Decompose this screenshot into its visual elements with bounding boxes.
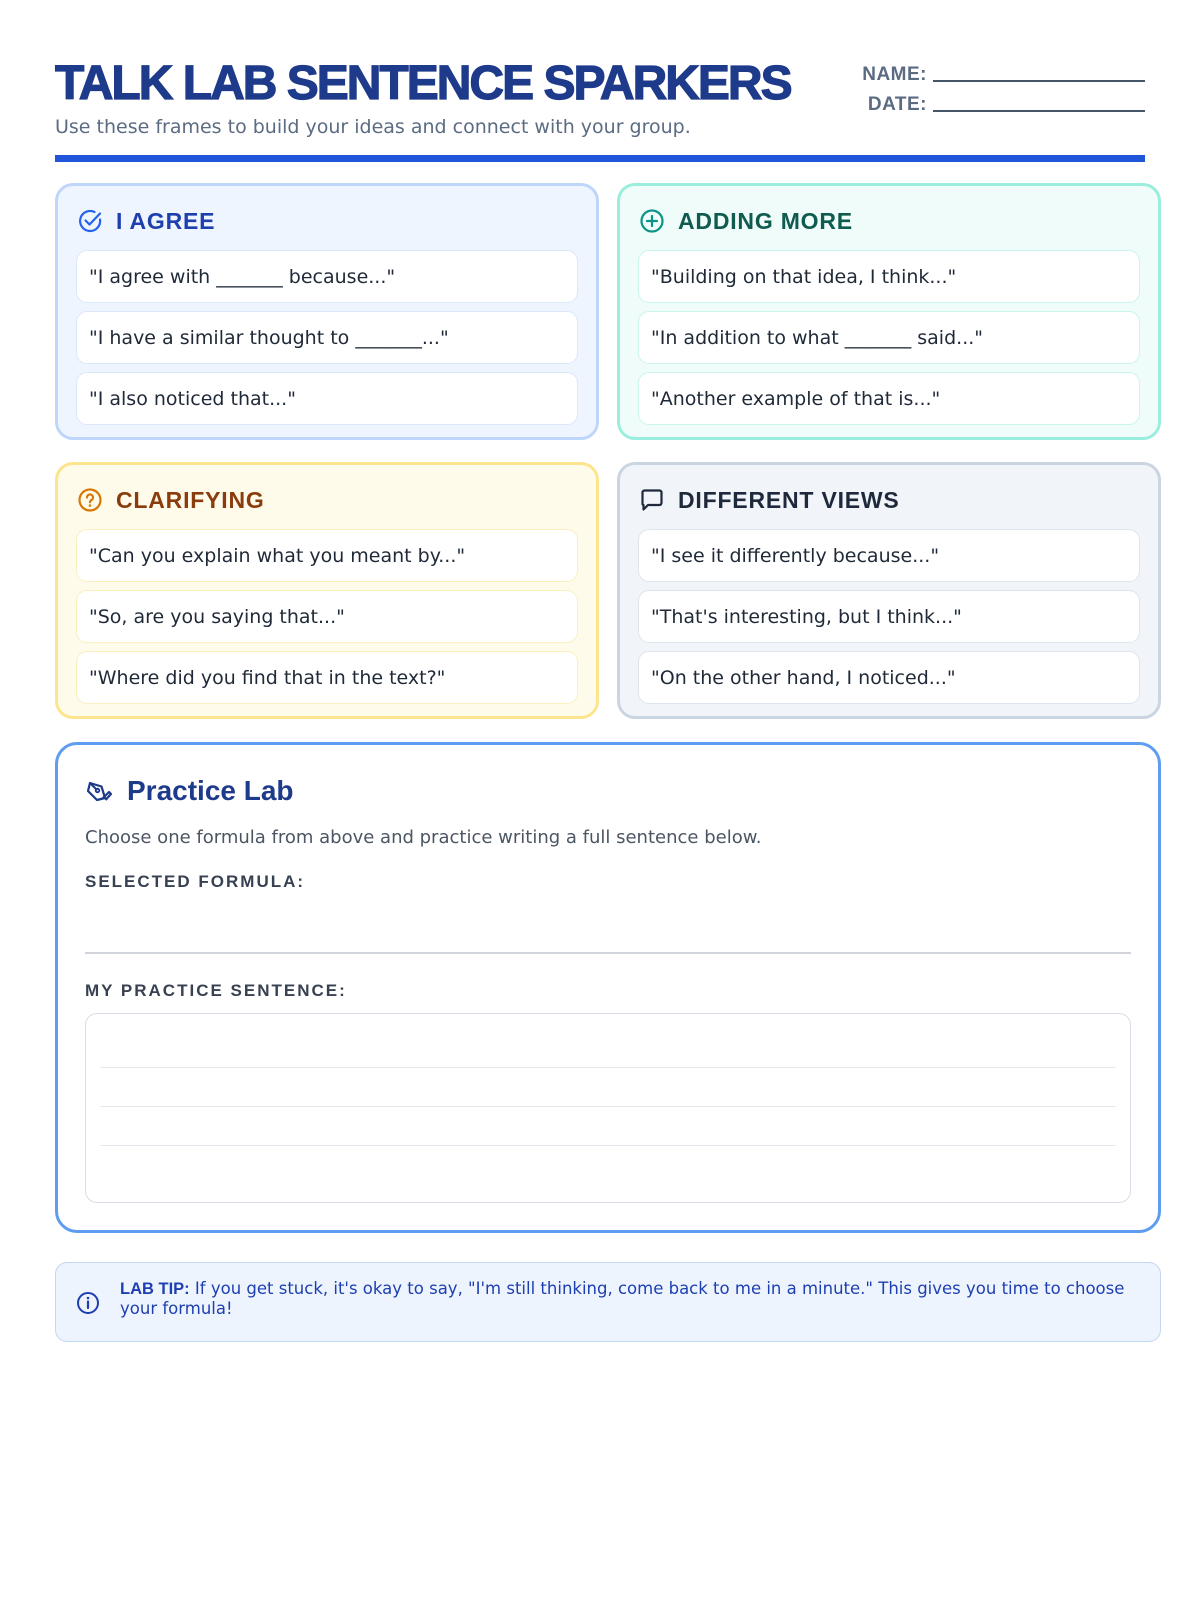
card-title: I AGREE xyxy=(116,207,216,234)
lab-tip-text xyxy=(120,1279,1130,1319)
card-adding-more xyxy=(617,183,1161,440)
date-label: DATE: xyxy=(867,94,927,115)
card-title: ADDING MORE xyxy=(678,207,853,234)
practice-lab-title: Practice Lab xyxy=(127,775,294,806)
lab-tip-label: LAB TIP: xyxy=(120,1280,190,1298)
name-field[interactable] xyxy=(933,62,1145,82)
writing-line xyxy=(100,1106,1116,1107)
pen-tool-icon xyxy=(85,777,113,805)
sentence-frame[interactable]: "Building on that idea, I think..." xyxy=(638,250,1140,303)
sentence-frame[interactable]: "In addition to what _______ said..." xyxy=(638,311,1140,364)
date-row xyxy=(853,86,1145,116)
selected-formula-label: SELECTED FORMULA: xyxy=(85,872,306,891)
card-different-views xyxy=(617,462,1161,719)
sentence-frame[interactable]: "On the other hand, I noticed..." xyxy=(638,651,1140,704)
plus-circle-icon xyxy=(638,207,666,235)
page-title: TALK LAB SENTENCE SPARKERS xyxy=(55,57,791,110)
card-i-agree xyxy=(55,183,599,440)
lab-tip-body: If you get stuck, it's okay to say, "I'm still thinking, come back to me in a minute." This gives you time to choose your formula! xyxy=(120,1279,1125,1318)
sentence-frame[interactable]: "I see it differently because..." xyxy=(638,529,1140,582)
selected-formula-field[interactable] xyxy=(85,952,1131,954)
practice-lab xyxy=(55,742,1161,1233)
card-header xyxy=(76,204,578,238)
header xyxy=(55,0,1145,162)
card-clarifying xyxy=(55,462,599,719)
card-title: CLARIFYING xyxy=(116,486,265,513)
practice-lab-header xyxy=(85,775,294,807)
card-header xyxy=(638,483,1140,517)
card-title: DIFFERENT VIEWS xyxy=(678,486,900,513)
practice-sentence-field[interactable] xyxy=(85,1013,1131,1203)
sentence-frame[interactable]: "I agree with _______ because..." xyxy=(76,250,578,303)
sentence-frame[interactable]: "So, are you saying that..." xyxy=(76,590,578,643)
page-subtitle: Use these frames to build your ideas and connect with your group. xyxy=(55,116,691,138)
sentence-frame[interactable]: "Another example of that is..." xyxy=(638,372,1140,425)
check-circle-icon xyxy=(76,207,104,235)
sentence-frame[interactable]: "I have a similar thought to _______..." xyxy=(76,311,578,364)
header-divider xyxy=(55,155,1145,162)
sentence-frame[interactable]: "That's interesting, but I think..." xyxy=(638,590,1140,643)
name-date-fields xyxy=(853,56,1145,116)
name-row xyxy=(853,56,1145,86)
writing-line xyxy=(100,1145,1116,1146)
name-label: NAME: xyxy=(862,64,927,85)
sentence-frame[interactable]: "Can you explain what you meant by..." xyxy=(76,529,578,582)
practice-lab-description: Choose one formula from above and practice writing a full sentence below. xyxy=(85,827,762,848)
practice-sentence-label: MY PRACTICE SENTENCE: xyxy=(85,981,347,1000)
sentence-frame[interactable]: "Where did you find that in the text?" xyxy=(76,651,578,704)
sentence-frame-cards xyxy=(55,183,1161,719)
sentence-frame[interactable]: "I also noticed that..." xyxy=(76,372,578,425)
lab-tip-box xyxy=(55,1262,1161,1342)
card-header xyxy=(76,483,578,517)
card-header xyxy=(638,204,1140,238)
question-circle-icon xyxy=(76,486,104,514)
date-field[interactable] xyxy=(933,92,1145,112)
info-circle-icon xyxy=(74,1289,102,1317)
speech-bubble-icon xyxy=(638,486,666,514)
writing-line xyxy=(100,1067,1116,1068)
